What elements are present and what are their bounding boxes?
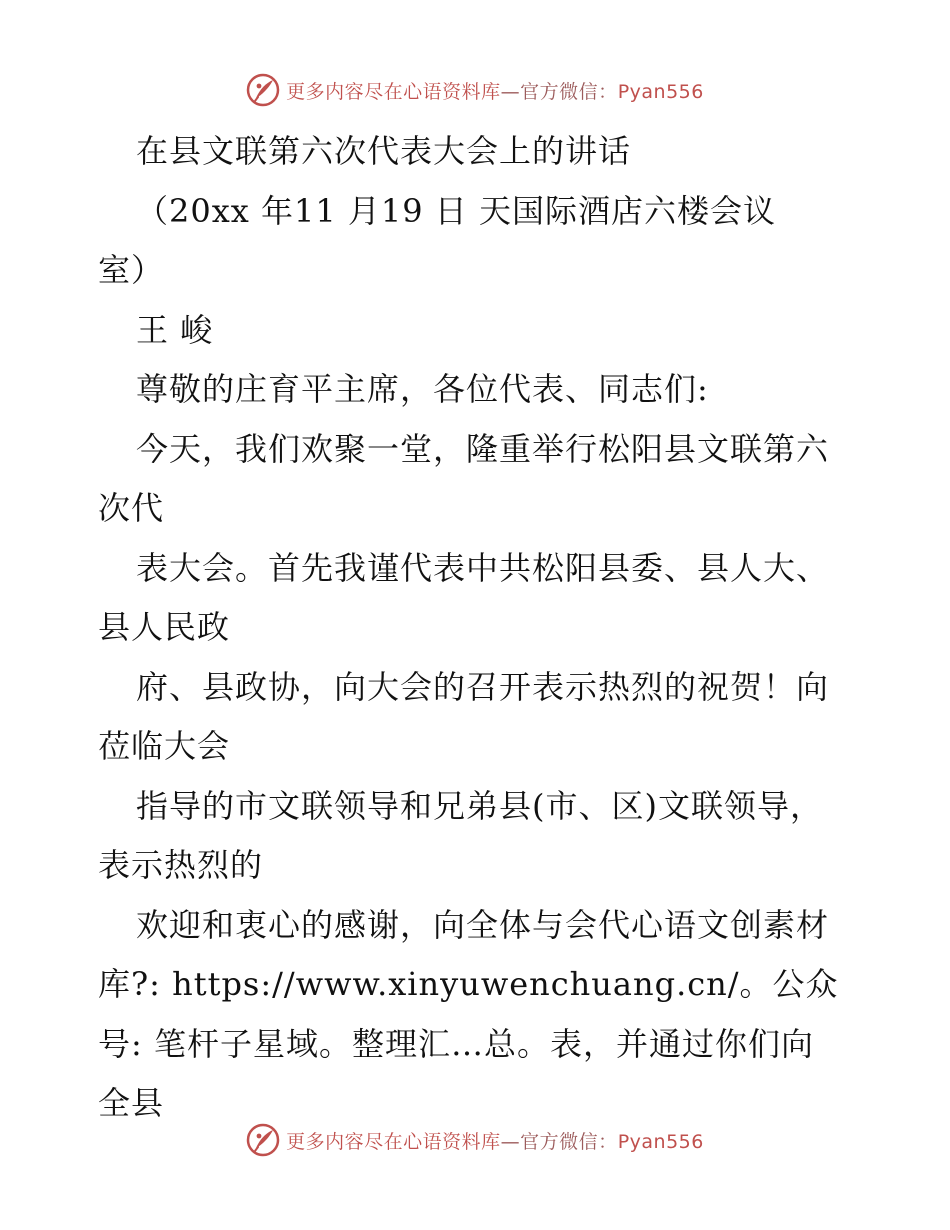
feather-pen-logo-icon [246, 1123, 280, 1157]
banner-promo-text: 更多内容尽在心语资料库 [286, 80, 501, 103]
document-line: 表示热烈的 [98, 846, 264, 884]
document-line: 指导的市文联领导和兄弟县(市、区)文联领导， [136, 786, 823, 825]
banner-text [286, 77, 704, 104]
banner-wechat-id: Pyan556 [617, 1130, 704, 1153]
document-line: 欢迎和衷心的感谢，向全体与会代心语文创素材 [136, 905, 830, 944]
banner-separator: — [500, 1130, 521, 1153]
document-line: 莅临大会 [98, 727, 231, 765]
document-line: 尊敬的庄育平主席，各位代表、同志们: [136, 370, 709, 408]
feather-pen-logo-icon [246, 73, 280, 107]
header-banner-content [246, 73, 704, 107]
document-line: 县人民政 [98, 608, 231, 646]
document-body [98, 122, 868, 1134]
document-line: 表大会。首先我谨代表中共松阳县委、县人大、 [136, 548, 830, 587]
document-line: 全县 [98, 1084, 165, 1122]
banner-text [286, 1127, 704, 1154]
document-line: 室） [98, 251, 165, 289]
document-line: 次代 [98, 489, 165, 527]
banner-promo-text: 更多内容尽在心语资料库 [286, 1130, 501, 1153]
document-line: （20xx 年11 月19 日 天国际酒店六楼会议 [136, 191, 776, 230]
banner-wechat-label: 官方微信： [520, 80, 618, 103]
banner-wechat-id: Pyan556 [617, 80, 704, 103]
banner-wechat-label: 官方微信： [520, 1130, 618, 1153]
header-watermark-banner [0, 70, 950, 110]
document-line: 号: 笔杆子星域。整理汇…总。表，并通过你们向 [98, 1024, 814, 1063]
document-line: 王 峻 [136, 310, 214, 349]
document-line: 今天，我们欢聚一堂，隆重举行松阳县文联第六 [136, 429, 830, 468]
footer-watermark-banner [0, 1120, 950, 1160]
document-line: 库?: https://www.xinyuwenchuang.cn/。公众 [98, 965, 839, 1003]
banner-separator: — [500, 80, 521, 103]
footer-banner-content [246, 1123, 704, 1157]
document-line: 在县文联第六次代表大会上的讲话 [136, 132, 632, 170]
document-line: 府、县政协，向大会的召开表示热烈的祝贺！向 [136, 667, 830, 706]
